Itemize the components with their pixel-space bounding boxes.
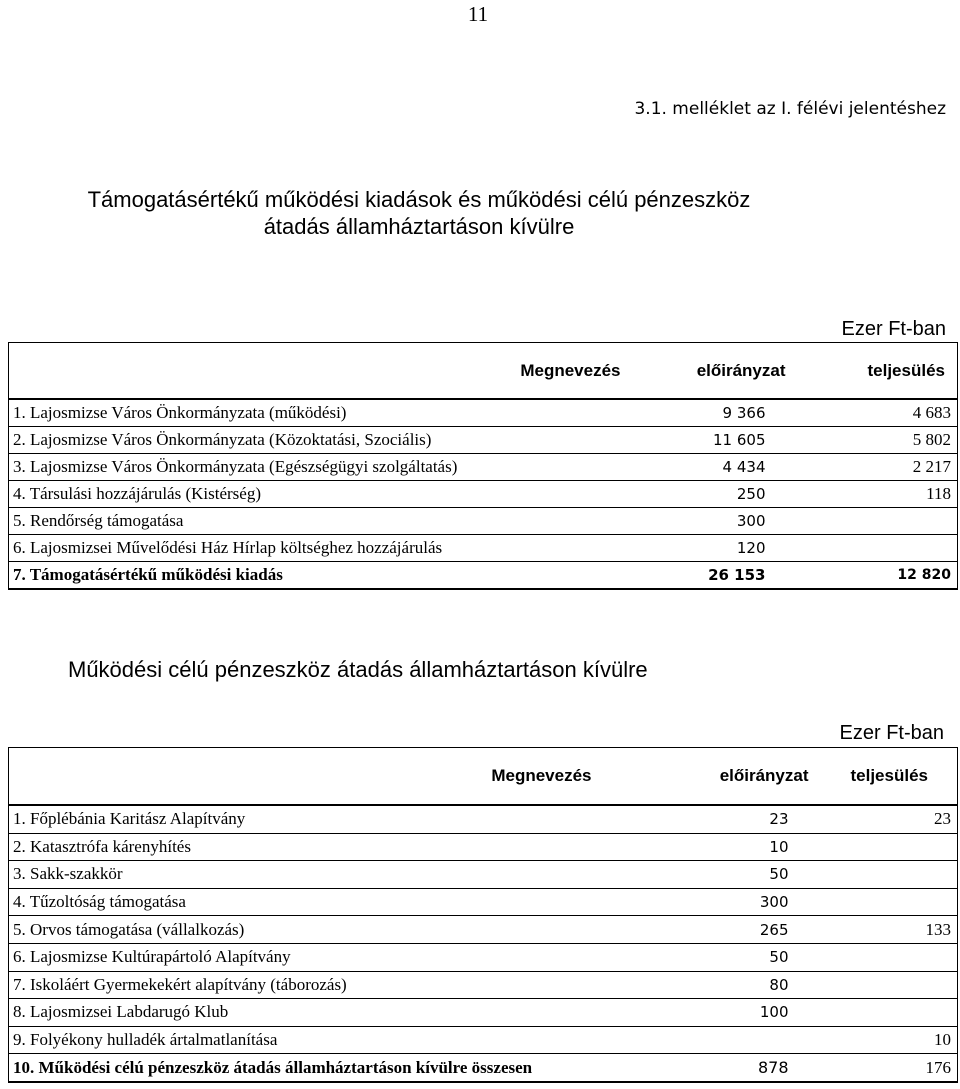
table-row bbox=[9, 1026, 958, 1054]
row-done: 133 bbox=[819, 916, 958, 944]
row-done: 118 bbox=[804, 481, 958, 508]
section1-table bbox=[8, 342, 958, 590]
total-plan: 878 bbox=[629, 1054, 819, 1082]
row-plan: 50 bbox=[629, 861, 819, 889]
row-name: 1. Főplébánia Karitász Alapítvány bbox=[9, 805, 629, 833]
section2-header-row bbox=[9, 748, 958, 806]
row-plan: 250 bbox=[629, 481, 804, 508]
header-name: Megnevezés bbox=[9, 748, 629, 806]
row-name: 3. Lajosmizse Város Önkormányzata (Egészségügyi szolgáltatás) bbox=[9, 454, 629, 481]
row-name: 4. Társulási hozzájárulás (Kistérség) bbox=[9, 481, 629, 508]
table-row bbox=[9, 454, 958, 481]
row-done bbox=[819, 861, 958, 889]
annex-label: 3.1. melléklet az I. félévi jelentéshez bbox=[634, 99, 946, 119]
row-plan: 300 bbox=[629, 508, 804, 535]
row-name: 6. Lajosmizse Kultúrapártoló Alapítvány bbox=[9, 943, 629, 971]
row-done: 5 802 bbox=[804, 427, 958, 454]
table-row bbox=[9, 888, 958, 916]
row-name: 5. Rendőrség támogatása bbox=[9, 508, 629, 535]
row-done bbox=[804, 535, 958, 562]
row-done bbox=[819, 943, 958, 971]
row-name: 7. Iskoláért Gyermekekért alapítvány (táborozás) bbox=[9, 971, 629, 999]
header-done: teljesülés bbox=[819, 748, 958, 806]
row-done: 10 bbox=[819, 1026, 958, 1054]
section1-title-line2: átadás államháztartáson kívülre bbox=[263, 214, 575, 239]
row-name: 9. Folyékony hulladék ártalmatlanítása bbox=[9, 1026, 629, 1054]
row-done bbox=[819, 833, 958, 861]
total-done: 12 820 bbox=[804, 562, 958, 590]
row-done bbox=[819, 999, 958, 1027]
header-plan: előirányzat bbox=[629, 343, 804, 400]
row-name: 2. Katasztrófa kárenyhítés bbox=[9, 833, 629, 861]
table-row bbox=[9, 508, 958, 535]
row-name: 4. Tűzoltóság támogatása bbox=[9, 888, 629, 916]
row-plan: 23 bbox=[629, 805, 819, 833]
total-plan: 26 153 bbox=[629, 562, 804, 590]
header-name: Megnevezés bbox=[9, 343, 629, 400]
row-plan: 50 bbox=[629, 943, 819, 971]
header-plan: előirányzat bbox=[629, 748, 819, 806]
row-plan: 11 605 bbox=[629, 427, 804, 454]
page-number: 11 bbox=[467, 2, 489, 26]
row-done bbox=[819, 971, 958, 999]
row-name: 8. Lajosmizsei Labdarugó Klub bbox=[9, 999, 629, 1027]
table-row bbox=[9, 943, 958, 971]
row-done bbox=[804, 508, 958, 535]
total-done: 176 bbox=[819, 1054, 958, 1082]
row-name: 5. Orvos támogatása (vállalkozás) bbox=[9, 916, 629, 944]
row-name: 2. Lajosmizse Város Önkormányzata (Közoktatási, Szociális) bbox=[9, 427, 629, 454]
row-name: 6. Lajosmizsei Művelődési Ház Hírlap költséghez hozzájárulás bbox=[9, 535, 629, 562]
row-done: 23 bbox=[819, 805, 958, 833]
row-done: 4 683 bbox=[804, 399, 958, 427]
section1-header-row bbox=[9, 343, 958, 400]
table-row bbox=[9, 535, 958, 562]
row-plan: 80 bbox=[629, 971, 819, 999]
table-row bbox=[9, 971, 958, 999]
table-row bbox=[9, 833, 958, 861]
section1-unit: Ezer Ft-ban bbox=[841, 318, 946, 340]
row-plan: 9 366 bbox=[629, 399, 804, 427]
row-plan: 120 bbox=[629, 535, 804, 562]
row-done: 2 217 bbox=[804, 454, 958, 481]
row-plan: 100 bbox=[629, 999, 819, 1027]
table-row bbox=[9, 805, 958, 833]
row-name: 3. Sakk-szakkör bbox=[9, 861, 629, 889]
section1-title bbox=[0, 186, 838, 240]
section1-total-row bbox=[9, 562, 958, 590]
section2-table bbox=[8, 747, 958, 1083]
row-plan: 10 bbox=[629, 833, 819, 861]
table-row bbox=[9, 916, 958, 944]
row-plan bbox=[629, 1026, 819, 1054]
row-done bbox=[819, 888, 958, 916]
section2-unit: Ezer Ft-ban bbox=[839, 722, 944, 744]
row-name: 1. Lajosmizse Város Önkormányzata (működési) bbox=[9, 399, 629, 427]
total-name: 7. Támogatásértékű működési kiadás bbox=[9, 562, 629, 590]
header-done: teljesülés bbox=[804, 343, 958, 400]
table-row bbox=[9, 399, 958, 427]
section2-total-row bbox=[9, 1054, 958, 1082]
table-row bbox=[9, 861, 958, 889]
row-plan: 265 bbox=[629, 916, 819, 944]
row-plan: 300 bbox=[629, 888, 819, 916]
table-row bbox=[9, 999, 958, 1027]
table-row bbox=[9, 427, 958, 454]
row-plan: 4 434 bbox=[629, 454, 804, 481]
section2-title: Működési célú pénzeszköz átadás államháztartáson kívülre bbox=[68, 657, 648, 682]
total-name: 10. Működési célú pénzeszköz átadás államháztartáson kívülre összesen bbox=[9, 1054, 629, 1082]
table-row bbox=[9, 481, 958, 508]
section1-title-line1: Támogatásértékű működési kiadások és működési célú pénzeszköz bbox=[87, 187, 751, 212]
